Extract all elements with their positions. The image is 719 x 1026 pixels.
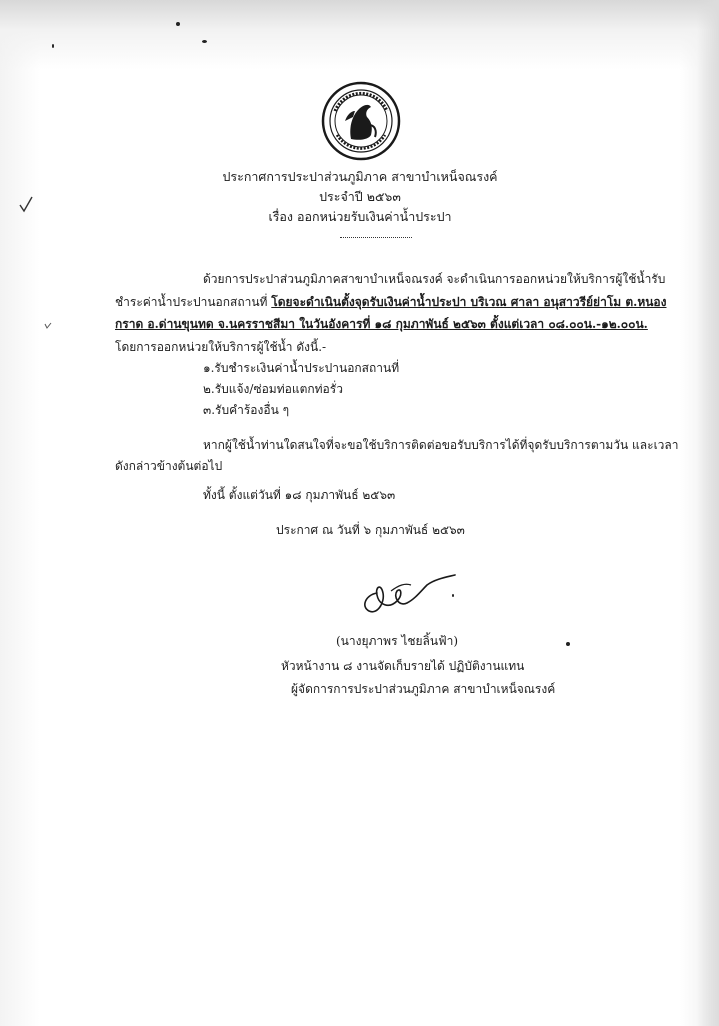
para1-line4: โดยการออกหน่วยให้บริการผู้ใช้น้ำ ดังนี้.- — [115, 340, 327, 354]
para1-line3: กราด อ.ด่านขุนทด จ.นครราชสีมา ในวันอังคารที่ ๑๘ กุมภาพันธ์ ๒๕๖๓ ตั้งแต่เวลา ๐๘.๐๐น.-๑๒.๐๐น. — [115, 317, 648, 331]
scan-speck — [566, 642, 570, 646]
announcement-subject: เรื่อง ออกหน่วยรับเงินค่าน้ำประปา — [268, 209, 452, 224]
effective-date: ทั้งนี้ ตั้งแต่วันที่ ๑๘ กุมภาพันธ์ ๒๕๖๓ — [203, 488, 396, 502]
signer-name: (นางยุภาพร ไชยลิ้นฟ้า) — [336, 634, 459, 648]
pwa-seal-logo — [321, 81, 401, 161]
para1-line2-bold: โดยจะดำเนินตั้งจุดรับเงินค่าน้ำประปา บริเวณ ศาลา อนุสาวรีย์ย่าโม ต.หนอง — [271, 295, 667, 309]
para2-line1: หากผู้ใช้น้ำท่านใดสนใจที่จะขอใช้บริการติดต่อขอรับบริการได้ที่จุดรับบริการตามวัน และเวลา — [203, 438, 679, 452]
para1-line2 — [115, 293, 667, 312]
announcement-title: ประกาศการประปาส่วนภูมิภาค สาขาบำเหน็จณรงค์ — [222, 169, 498, 184]
signature-dot — [452, 594, 454, 597]
announced-date: ประกาศ ณ วันที่ ๖ กุมภาพันธ์ ๒๕๖๓ — [276, 523, 465, 537]
signer-position: หัวหน้างาน ๘ งานจัดเก็บรายได้ ปฏิบัติงานแทน — [281, 659, 525, 673]
scan-edge-shadow — [697, 0, 719, 1026]
scan-speck — [176, 22, 180, 26]
pen-mark — [44, 322, 52, 330]
list-item: ๑.รับชำระเงินค่าน้ำประปานอกสถานที่ — [203, 361, 400, 375]
list-item: ๒.รับแจ้ง/ซ่อมท่อแตกท่อรั่ว — [203, 382, 343, 396]
para1-line2-plain: ชำระค่าน้ำประปานอกสถานที่ — [115, 295, 272, 309]
signer-organization: ผู้จัดการการประปาส่วนภูมิภาค สาขาบำเหน็จณรงค์ — [291, 682, 556, 696]
scan-speck — [202, 40, 207, 43]
scan-speck — [52, 44, 54, 48]
scan-shadow — [0, 0, 719, 70]
list-item: ๓.รับคำร้องอื่น ๆ — [203, 403, 290, 417]
para2-line2: ดังกล่าวข้างต้นต่อไป — [115, 459, 223, 473]
para1-line1: ด้วยการประปาส่วนภูมิภาคสาขาบำเหน็จณรงค์ จะดำเนินการออกหน่วยให้บริการผู้ใช้น้ำรับ — [203, 272, 666, 286]
pen-mark — [18, 195, 34, 215]
header-divider — [340, 237, 412, 238]
announcement-number: ประจำปี ๒๕๖๓ — [319, 189, 401, 204]
handwritten-signature — [355, 573, 460, 618]
